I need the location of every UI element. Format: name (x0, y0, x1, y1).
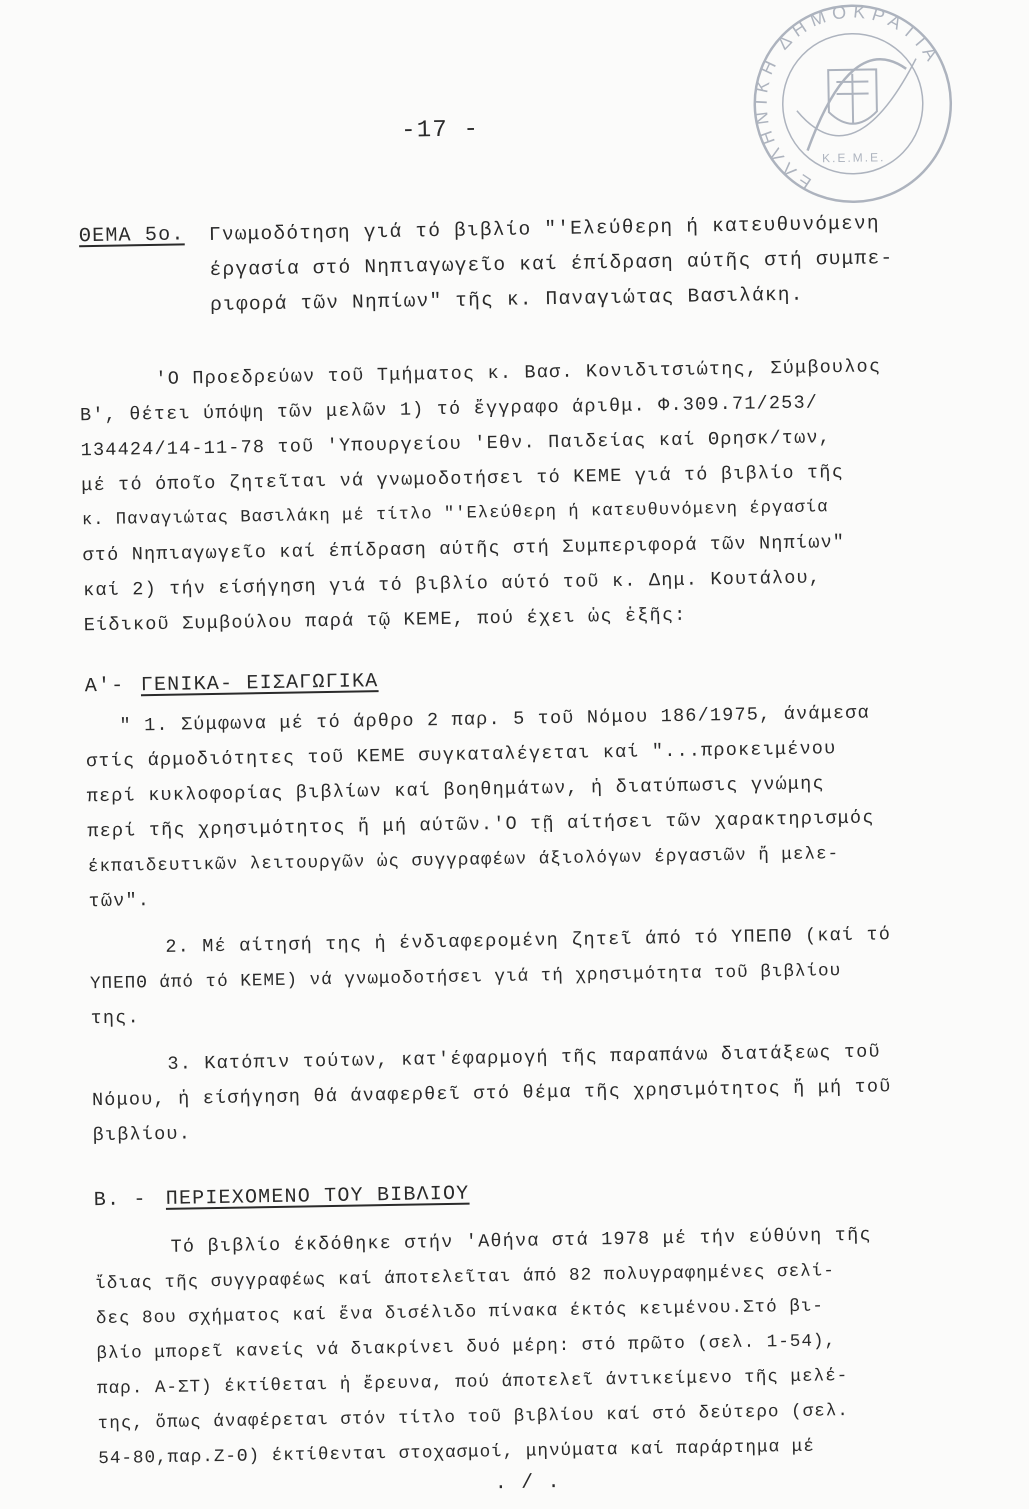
section-b-line: 54-80,παρ.Ζ-Θ) έκτίθενται στοχασμοί, μηνύματα καί παράρτημα μέ (98, 1436, 815, 1470)
intro-line: 'Ο Προεδρεύων τοῦ Τμήματος κ. Βασ. Κονιδιτσιώτης, Σύμβουλος (155, 356, 882, 390)
page-number: -17 - (400, 116, 480, 145)
section-b-heading: ΠΕΡΙΕΧΟΜΕΝΟ ΤΟΥ ΒΙΒΛΙΟΥ (165, 1182, 470, 1211)
section-a-line: βιβλίου. (92, 1123, 192, 1147)
section-a-line: Νόμου, ἡ είσήγηση θά άναφερθεῖ στό θέμα τῆς χρησιμότητος ἤ μή τοῦ (91, 1076, 892, 1112)
stamp-bottom-text: Κ.Ε.Μ.Ε. (821, 150, 886, 166)
intro-line: Είδικοῦ Συμβούλου παρά τῷ ΚΕΜΕ, πού έχει ὡς ἑξῆς: (83, 604, 687, 637)
section-b-line: δες 8ου σχήματος καί ἕνα δισέλιδο πίνακα έκτός κειμένου.Στό βι- (95, 1296, 825, 1330)
section-b-line: Τό βιβλίο έκδόθηκε στήν 'Αθήνα στά 1978 μέ τήν εύθύνη τῆς (170, 1224, 872, 1258)
section-a-line: στίς άρμοδιότητες τοῦ ΚΕΜΕ συγκαταλέγεται καί "...προκειμένου (85, 738, 837, 773)
continuation-mark: . / . (494, 1471, 562, 1496)
official-stamp (735, 0, 971, 214)
section-a-line: 3. Κατόπιν τούτων, κατ'έφαρμογή τῆς παραπάνω διατάξεως τοῦ (167, 1041, 882, 1075)
section-b-prefix: Β. - (93, 1188, 161, 1213)
section-a-line: περί κυκλοφορίας βιβλίων καί βοηθημάτων, ἡ διατύπωσις γνώμης (86, 773, 825, 808)
section-a-line: περί τῆς χρησιμότητος ἤ μή αύτῶν.'Ο τῇ αίτήσει τῶν χαρακτηρισμός (87, 807, 875, 843)
topic-line-1: Γνωμοδότηση γιά τό βιβλίο "'Ελεύθερη ή κατευθυνόμενη (208, 212, 880, 246)
stamp-ring-text: ΕΛΛΗΝΙΚΗ ΔΗΜΟΚΡΑΤΙΑ (750, 1, 945, 194)
intro-line: 134424/14-11-78 τοῦ 'Υπουργείου 'Εθν. Παιδείας καί Θρησκ/των, (80, 427, 832, 462)
section-b-line: ἴδιας τῆς συγγραφέως καί άποτελεῖται άπό 82 πολυγραφημένες σελί- (95, 1261, 836, 1295)
section-a-line: της. (90, 1007, 141, 1030)
intro-line: στό Νηπιαγωγεῖο καί έπίδραση αύτῆς στή Συμπεριφορά τῶν Νηπίων" (82, 531, 846, 567)
section-a-line: έκπαιδευτικῶν λειτουργῶν ὡς συγγραφέων άξιολόγων έργασιῶν ἤ μελε- (87, 844, 840, 878)
topic-label: ΘΕΜΑ 5ο. (78, 223, 185, 249)
section-a-prefix: Α'- (84, 674, 138, 699)
section-a-line: " 1. Σύμφωνα μέ τό άρθρο 2 παρ. 5 τοῦ Νόμου 186/1975, άνάμεσα (119, 702, 871, 737)
section-b-line: βλίο μπορεῖ κανείς νά διακρίνει δυό μέρη: στό πρῶτο (σελ. 1-54), (96, 1331, 837, 1365)
intro-line: καί 2) τήν είσήγηση γιά τό βιβλίο αύτό τοῦ κ. Δημ. Κουτάλου, (82, 567, 822, 602)
section-b-line: της, ὅπως άναφέρεται στόν τίτλο τοῦ βιβλίου καί στό δεύτερο (σελ. (97, 1401, 850, 1435)
topic-line-3: ριφορά τῶν Νηπίων" τῆς κ. Παναγιώτας Βασιλάκη. (209, 283, 804, 316)
intro-line: Β', θέτει ύπόψη τῶν μελῶν 1) τό ἔγγραφο άριθμ. Φ.309.71/253/ (79, 392, 819, 427)
intro-line: κ. Παναγιώτας Βασιλάκη μέ τίτλο "'Ελεύθερη ή κατευθυνόμενη έργασία (81, 498, 829, 531)
emblem-icon (796, 59, 918, 151)
section-a-line: ΥΠΕΠΘ άπό τό ΚΕΜΕ) νά γνωμοδοτήσει γιά τή χρησιμότητα τοῦ βιβλίου (89, 961, 842, 995)
topic-line-2: έργασία στό Νηπιαγωγεῖο καί έπίδραση αύτῆς στή συμπε- (209, 247, 894, 281)
section-b-line: παρ. Α-ΣΤ) έκτίθεται ἡ ἔρευνα, πού άποτελεῖ άντικείμενο τῆς μελέ- (96, 1366, 849, 1400)
section-a-line: 2. Μέ αίτησή της ἡ ένδιαφερομένη ζητεῖ άπό τό ΥΠΕΠΘ (καί τό (165, 924, 892, 958)
section-a-heading: ΓΕΝΙΚΑ- ΕΙΣΑΓΩΓΙΚΑ (140, 670, 379, 698)
intro-line: μέ τό όποῖο ζητεῖται νά γνωμοδοτήσει τό ΚΕΜΕ γιά τό βιβλίο τῆς (81, 461, 845, 497)
section-a-line: τῶν". (88, 890, 151, 913)
